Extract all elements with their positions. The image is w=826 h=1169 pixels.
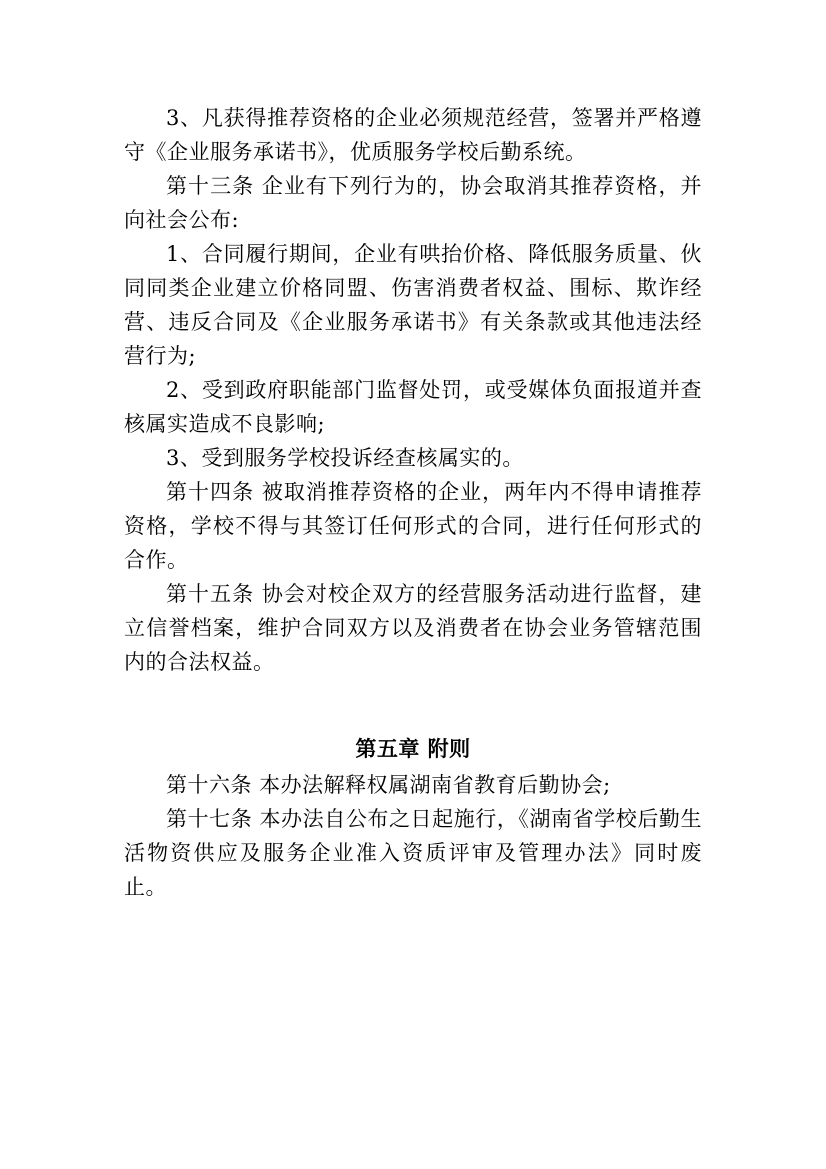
paragraph-item-1-violations: 1、合同履行期间，企业有哄抬价格、降低服务质量、伙同同类企业建立价格同盟、伤害消费者权益、围标、欺诈经营、违反合同及《企业服务承诺书》有关条款或其他违法经营行为; bbox=[124, 242, 702, 368]
paragraph-article-13: 第十三条 企业有下列行为的，协会取消其推荐资格，并向社会公布: bbox=[124, 174, 702, 232]
paragraph-article-16: 第十六条 本办法解释权属湖南省教育后勤协会; bbox=[166, 773, 611, 797]
paragraph-article-14: 第十四条 被取消推荐资格的企业，两年内不得申请推荐资格，学校不得与其签订任何形式的合同，进行任何形式的合作。 bbox=[124, 480, 702, 572]
paragraph-item-2-penalty: 2、受到政府职能部门监督处罚，或受媒体负面报道并查核属实造成不良影响; bbox=[124, 378, 702, 436]
paragraph-item-3-qualification: 3、凡获得推荐资格的企业必须规范经营，签署并严格遵守《企业服务承诺书》，优质服务学校后勤系统。 bbox=[124, 106, 702, 164]
paragraph-item-3-complaint: 3、受到服务学校投诉经查核属实的。 bbox=[166, 446, 524, 470]
paragraph-article-17: 第十七条 本办法自公布之日起施行，《湖南省学校后勤生活物资供应及服务企业准入资质评审及管理办法》同时废止。 bbox=[124, 807, 702, 899]
paragraph-article-15: 第十五条 协会对校企双方的经营服务活动进行监督，建立信誉档案，维护合同双方以及消费者在协会业务管辖范围内的合法权益。 bbox=[124, 582, 702, 674]
chapter-title: 第五章 附则 bbox=[355, 737, 471, 761]
